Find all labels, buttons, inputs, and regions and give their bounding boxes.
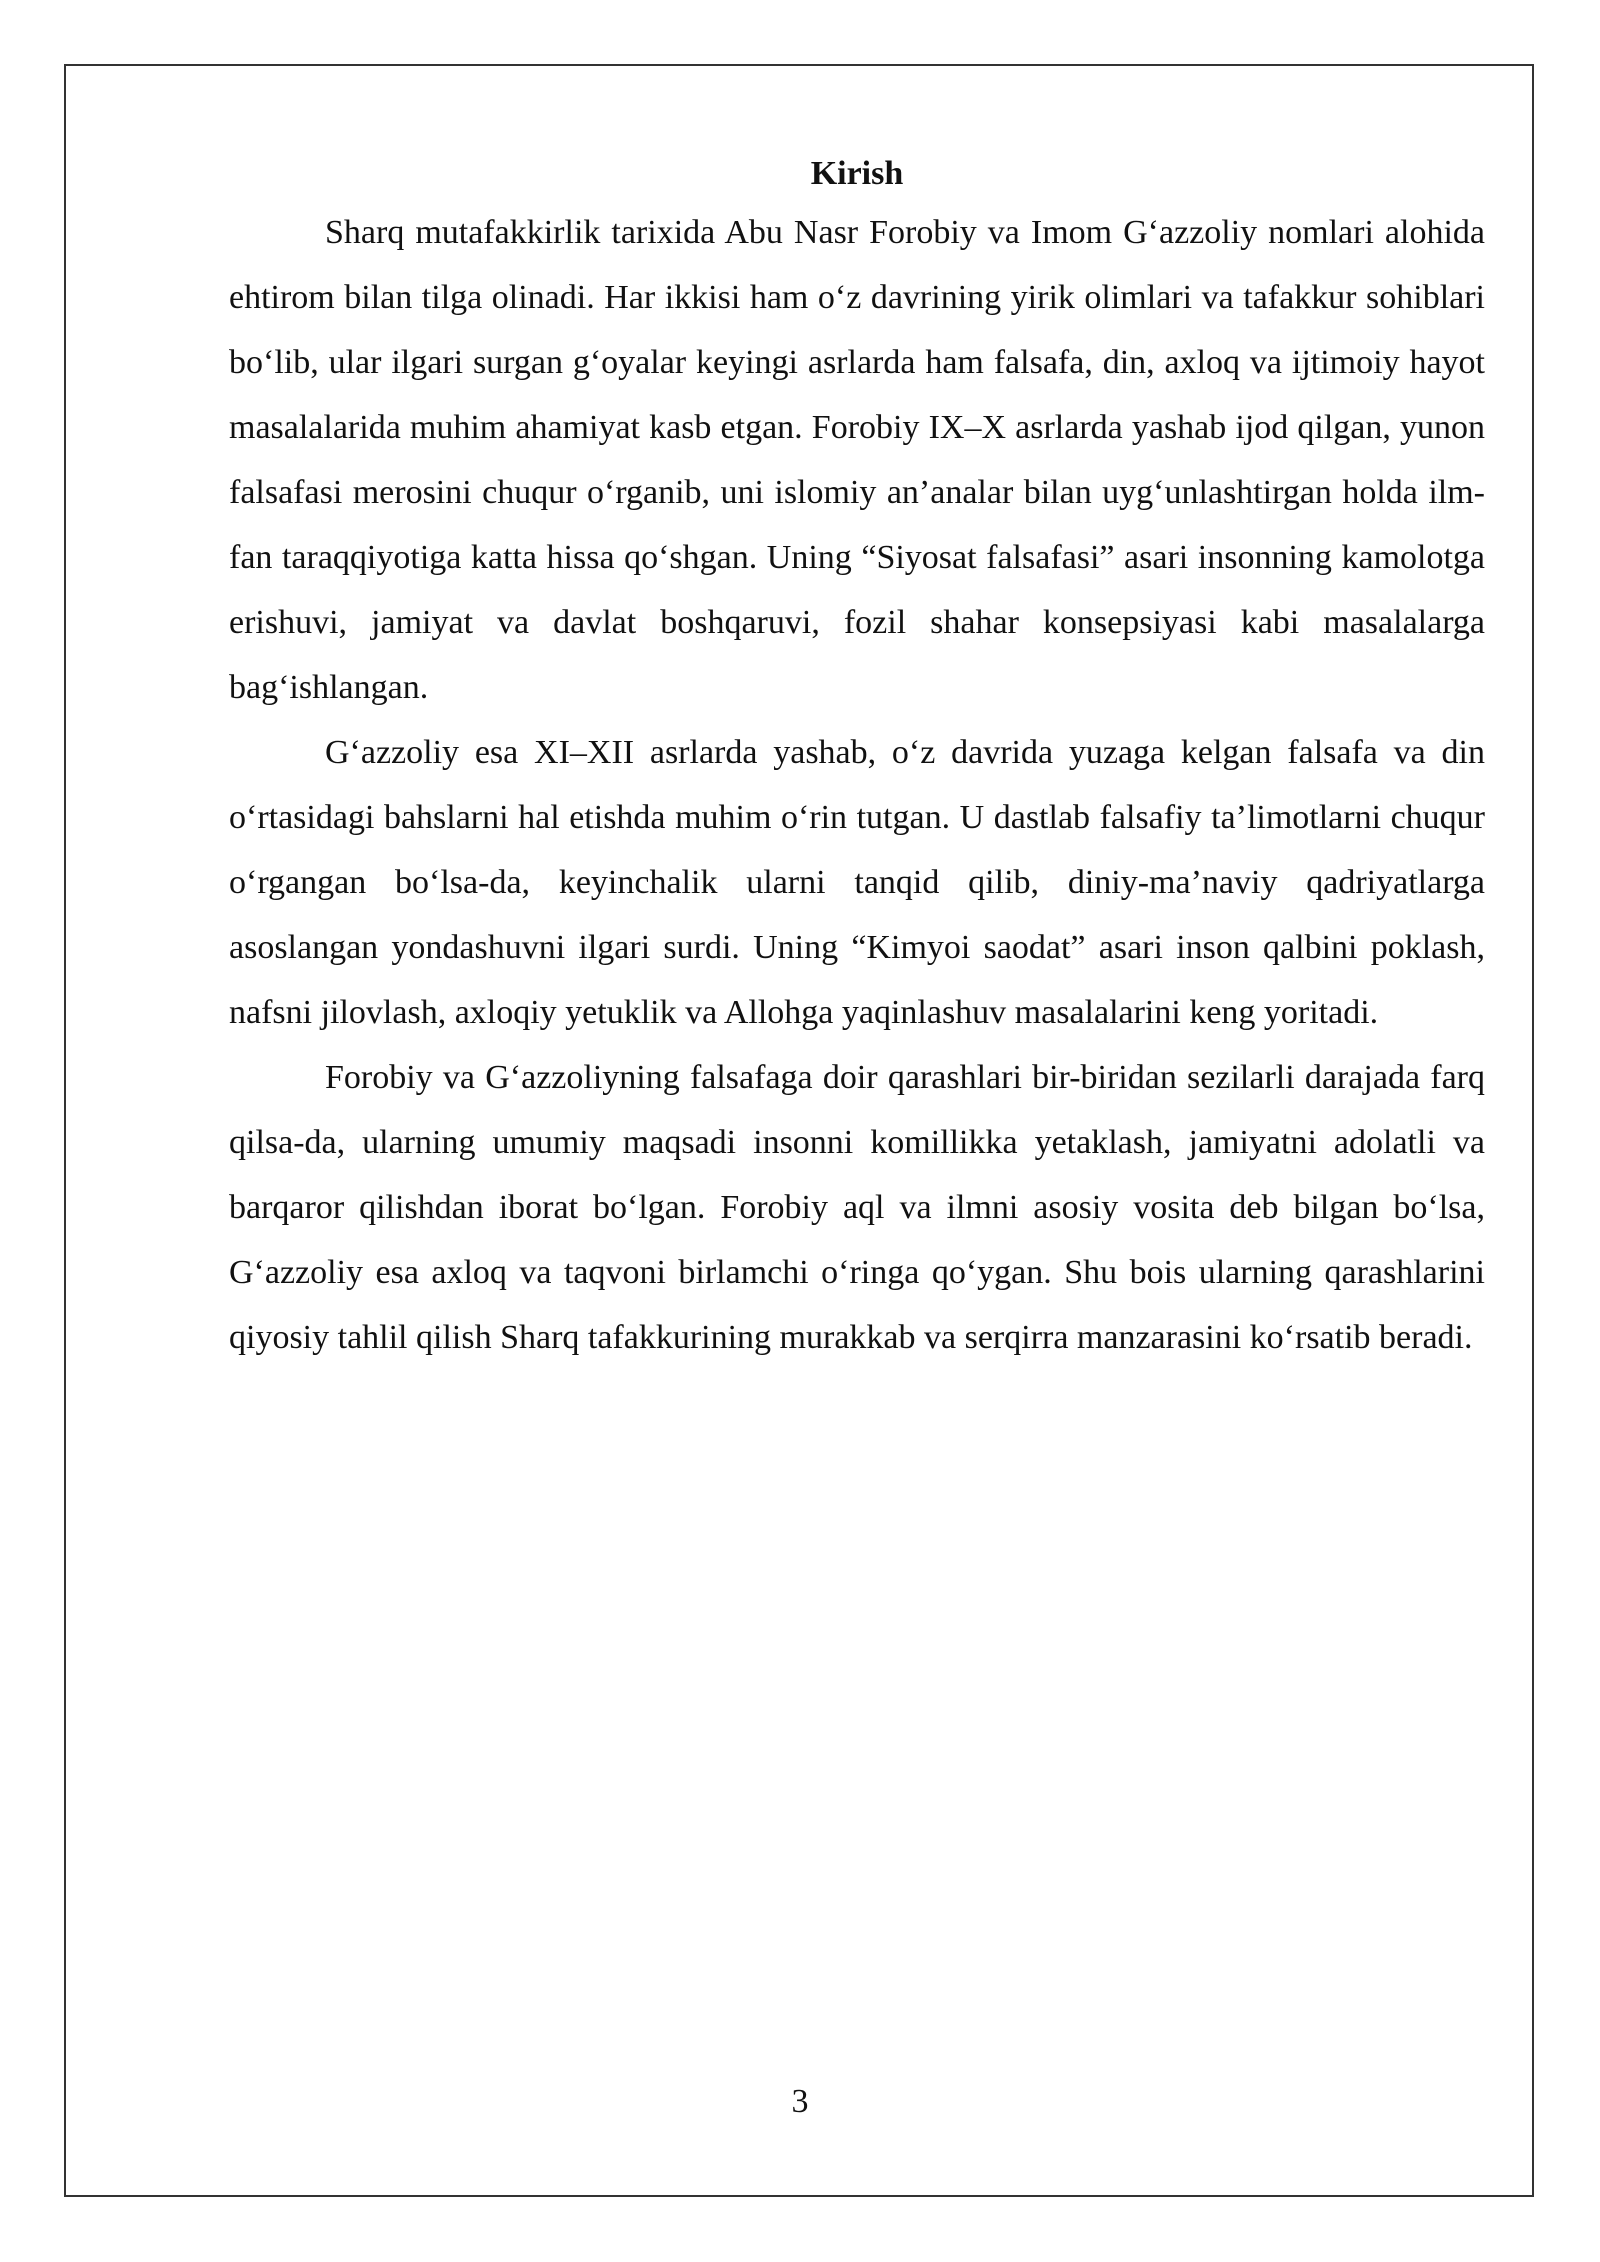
paragraph-3: Forobiy va G‘azzoliyning falsafaga doir qarashlari bir-biridan sezilarli darajada farq qilsa-da, ularning umumiy maqsadi insonni komillikka yetaklash, jamiyatni adolatli va barqaror qilishdan iborat bo‘lgan. Forobiy aql va ilmni asosiy vosita deb bilgan bo‘lsa, G‘azzoliy esa axloq va taqvoni birlamchi o‘ringa qo‘ygan. Shu bois ularning qarashlarini qiyosiy tahlil qilish Sharq tafakkurining murakkab va serqirra manzarasini ko‘rsatib beradi. bbox=[229, 1059, 1485, 1356]
document-body bbox=[229, 148, 1485, 1370]
paragraph-1: Sharq mutafakkirlik tarixida Abu Nasr Forobiy va Imom G‘azzoliy nomlari alohida ehtirom bilan tilga olinadi. Har ikkisi ham o‘z davrining yirik olimlari va tafakkur sohiblari bo‘lib, ular ilgari surgan g‘oyalar keyingi asrlarda ham falsafa, din, axloq va ijtimoiy hayot masalalarida muhim ahamiyat kasb etgan. Forobiy IX–X asrlarda yashab ijod qilgan, yunon falsafasi merosini chuqur o‘rganib, uni islomiy an’analar bilan uyg‘unlashtirgan holda ilm-fan taraqqiyotiga katta hissa qo‘shgan. Uning “Siyosat falsafasi” asari insonning kamolotga erishuvi, jamiyat va davlat boshqaruvi, fozil shahar konsepsiyasi kabi masalalarga bag‘ishlangan. bbox=[229, 214, 1485, 706]
section-title: Kirish bbox=[810, 155, 904, 192]
page-number: 3 bbox=[791, 2083, 809, 2120]
paragraph-2: G‘azzoliy esa XI–XII asrlarda yashab, o‘z davrida yuzaga kelgan falsafa va din o‘rtasidagi bahslarni hal etishda muhim o‘rin tutgan. U dastlab falsafiy ta’limotlarni chuqur o‘rgangan bo‘lsa-da, keyinchalik ularni tanqid qilib, diniy-ma’naviy qadriyatlarga asoslangan yondashuvni ilgari surdi. Uning “Kimyoi saodat” asari inson qalbini poklash, nafsni jilovlash, axloqiy yetuklik va Allohga yaqinlashuv masalalarini keng yoritadi. bbox=[229, 734, 1485, 1031]
